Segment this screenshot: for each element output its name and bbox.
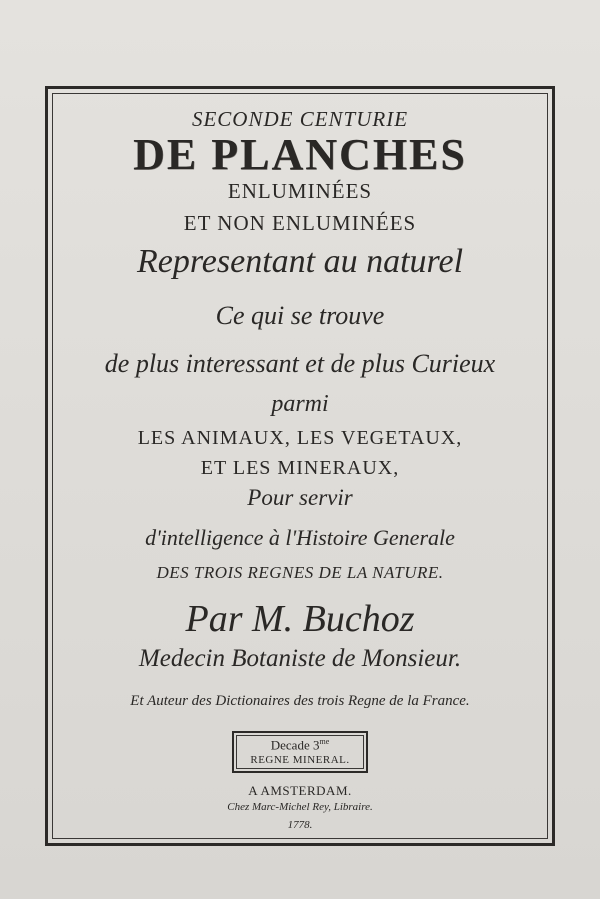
imprint-publisher: Chez Marc-Michel Rey, Libraire.	[227, 801, 373, 813]
intelligence-line: d'intelligence à l'Histoire Generale	[145, 525, 455, 550]
decade-label	[234, 737, 366, 753]
non-enluminees-line: ET NON ENLUMINÉES	[183, 211, 417, 235]
seconde-centurie-line: SECONDE CENTURIE	[191, 107, 409, 131]
regne-mineral-label: REGNE MINERAL.	[250, 754, 350, 766]
auteur-line: Et Auteur des Dictionaires des trois Regne de la France.	[130, 693, 470, 709]
enluminees-line: ENLUMINÉES	[227, 179, 373, 203]
imprint-year: 1778.	[287, 819, 313, 831]
servir-line: Pour servir	[247, 485, 353, 510]
author-line: Par M. Buchoz	[185, 598, 415, 640]
decade-superscript: me	[319, 737, 330, 746]
interessant-line: de plus interessant et de plus Curieux	[104, 349, 496, 378]
representant-line: Representant au naturel	[136, 243, 464, 280]
decade-box	[232, 731, 368, 773]
decade-text: Decade 3	[270, 737, 320, 753]
animaux-line: LES ANIMAUX, LES VEGETAUX,	[137, 427, 463, 449]
imprint-city: A AMSTERDAM.	[248, 783, 352, 798]
mineraux-line: ET LES MINERAUX,	[200, 457, 400, 479]
parmi-line: parmi	[271, 391, 329, 417]
de-planches-heading: DE PLANCHES	[133, 130, 467, 179]
trouve-line: Ce qui se trouve	[215, 301, 385, 330]
medecin-line: Medecin Botaniste de Monsieur.	[138, 645, 462, 672]
trois-regnes-line: DES TROIS REGNES DE LA NATURE.	[156, 563, 444, 582]
title-page-content	[52, 93, 548, 839]
